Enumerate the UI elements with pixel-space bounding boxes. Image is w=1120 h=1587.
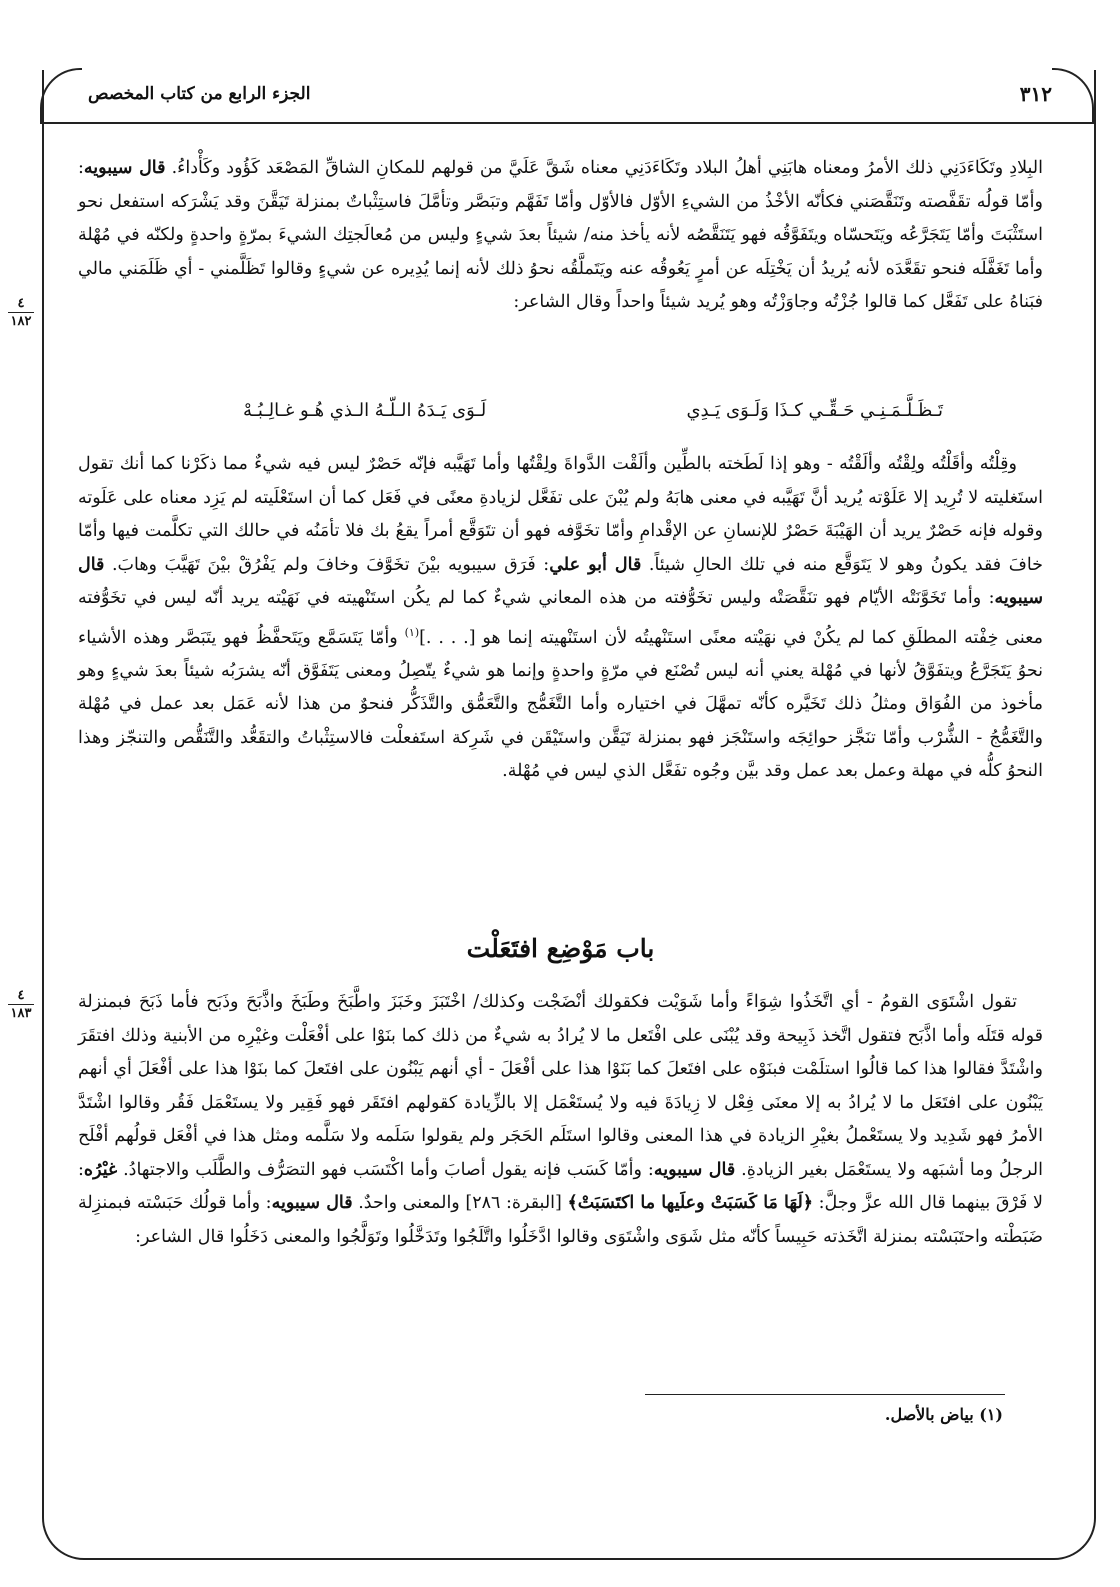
page-header [42,82,1092,124]
margin-ref-182 [6,296,36,329]
speaker-name: قال سيبويه [83,158,166,178]
paragraph-2-text [78,448,1043,789]
text-run: : وأمّا كَسَب فإنه يقول أصابَ وأما اكْتَسَب فهو التصَرُّف والطَّلَب والاجتهادُ. [117,1159,654,1180]
margin-ref-page: ١٨٣ [10,1006,32,1021]
speaker-name: قال سيبويه [271,1193,353,1213]
margin-ref-rule [8,312,34,313]
text-run: وقِلْتُه وأقَلْتُه ولِقْتُه وألَقْتُه - وهو إذا لَطَخته بالطِّين وألَقْت الدَّواةَ ولِقْتُها وأما تَهَيَّبه فإنّه حَصْرٌ ليس فيه شيءٌ مما ذكَرْنا كما أنك تقول استَغليته لا تُرِيد إلا عَلَوْته يُريد أنَّ تَهَيَّبه في معنى هابَهُ ولم يُبْنَ على تفَعَّل لزيادةِ معنًى في فَعَل كما أن استَعْلَيته لم يَزِد معناه على عَلَوته وقوله فإنه حَصْرٌ يريد أن الهَيْبَةَ حَصْرٌ للإنسانِ عن الإقْدامِ وأمّا تخَوَّفه فهو أن تتَوَقَّع أمراً يقعُ بك فلا تأمَنُه في حالك التي تكلَّمت فيها وأمّا خافَ فقد يكونُ وهو لا يَتَوَقَّع منه في تلك الحالِ شيئاً. [78,454,1043,575]
text-run: : فَرَق سيبويه بيْنَ تخَوَّفَ وخافَ ولم يَفْرُقْ بيْنَ تَهَيَّبَ وهابَ. [104,554,550,575]
poetry-verse [78,394,1043,430]
paragraph-1 [78,152,1043,320]
page-number: ٣١٢ [1019,82,1052,106]
quran-quote: ﴿لَهَا مَا كَسَبَتْ وعلَيها ما اكتَسَبَتْ﴾ [567,1193,814,1213]
text-run: : لا فَرْقَ بينهما قال الله عزَّ وجلَّ: [78,1159,1043,1213]
verse-second-hemistich: لَـوَى يَـدَهُ الـلّـهُ الـذي هُـو غـالِـبُـهْ [243,400,487,421]
paragraph-1-text [78,152,1043,320]
speaker-name: قال أبو علي [549,554,642,575]
text-run: : وأما قولُك حَبَسْته فبمنزِلة ضَبَطْته واحتَبَسْته بمنزلة اتَّخَذته حَبِيساً كأنّه مثل شَوَى واشْتَوَى وقالوا ادَّخَلُوا واتَّلَجُوا وتَدَخَّلُوا وتَوَلَّجُوا والمعنى دَخَلُوا قال الشاعر: [78,1193,1043,1247]
verse-first-hemistich: تَـظَـلَّـمَـنِـي حَـقِّـي كـذَا وَلَـوَى يَـدِي [686,400,943,421]
speaker-name: قال سيبويه [78,554,1043,608]
paragraph-2 [78,448,1043,789]
margin-ref-183 [6,988,36,1021]
margin-ref-volume: ٤ [17,296,25,311]
footnote [78,1405,1003,1424]
text-run: [البقرة: ٢٨٦] والمعنى واحدٌ. [352,1193,568,1213]
margin-ref-volume: ٤ [17,988,25,1003]
text-run: وأمّا يَتَسَمَّع ويَتَحفَّظُ فهو يتَبَصَّر وهذه الأشياء نحوُ يَتَجَرَّعُ ويتفَوَّقُ لأنها في مُهْلة يعني أنه ليس تُصْنَع في مرّةٍ واحدةٍ وإنما هو شيءٌ يتّصِلُ ومعنى يَتَفَوَّق أنّه يشرَبُه شيئاً بعدَ شيءٍ وهو مأخوذ من الفُوَاق ومثلُ ذلك تَخَيَّره كأنّه تمهَّلَ في اختياره وأما التَّغَمُّج والتَّعَمُّق والتَّذَكُّر فنحوٌ من هذا لأنه عَمَل بعد عمل في مُهْلة والتَّغَمُّجُ - الشُّرْب وأمّا تنَجَّز حوائِجَه واستَنْجَز فهو بمنزلة تَيَقَّن واستَيْقَن في شَرِكة استَفعلْت فالاستِثْباتُ والتقَعُّد والتَّنَقُّص والتنجّز وهذا النحوُ كلُّه في مهلة وعمل بعد عمل وقد بيَّن وجُوه تفَعَّل الذي ليس في مُهْلة. [78,627,1043,782]
footnote-divider [645,1394,1005,1395]
paragraph-3 [78,986,1043,1254]
paragraph-3-text [78,986,1043,1254]
footnote-number: (١) [979,1405,1003,1424]
running-title: الجزء الرابع من كتاب المخصص [88,84,311,104]
footnote-marker: (١) [404,625,420,639]
speaker-name: غيْرُه [83,1159,118,1180]
speaker-name: قال سيبويه [653,1159,736,1180]
margin-ref-rule [8,1004,34,1005]
text-run: : وأما تَخَوَّنَتْه الأيّام فهو تنَقَّصَتْه وليس تخَوُّفته من هذه المعاني شيءٌ كما لم يكُن استَنْهيته في نَهَيْته يريد أنّه ليس في تخَوُّفته معنى خِفْته المطلَقِ كما لم يكُنْ في نهَيْته معنًى استَنْهيتُه لأن استَنْهيته إنما هو [. . . .] [78,588,1043,648]
section-heading: باب مَوْضِع افتَعَلْت [466,934,655,963]
footnote-text: بياض بالأصل. [884,1405,974,1424]
margin-ref-page: ١٨٢ [10,314,32,329]
text-run: البِلادِ وتَكَاءَدَنِي ذلك الأمرُ ومعناه هابَنِي أهلُ البلاد وتَكَاءَدَنِي معناه شَقَّ عَلَيَّ من قولهم للمكانِ الشاقِّ المَصْعَد كَؤُود وكَأْداءُ. [165,158,1043,178]
text-run: : وأمّا قولُه تقَفَّصته وتَنَقَّصَني فكأنّه الأخْذُ من الشيءِ الأوّل فالأوّل وأمّا تَفَهَّم وتبَصَّر وتأمَّلَ فاستِثْباتٌ بمنزلة تَيَقَّنَ وقد يَشْرَكه استفعل نحو استَثْبَتَ وأمّا يَتَجَرَّعُه ويَتَحسّاه ويتَفَوَّقُه فهو يَتَنَقَّصُه لأنه يأخذ منه/ شيئاً بعدَ شيءٍ وليس من مُعالَجتِك الشيءَ بمرّةٍ واحدةٍ ولكنّه في مُهْلة وأما تَغَفَّلَه فنحو تقَعَّدَه لأنه يُريدُ أن يَخْتِلَه عن أمرٍ يَعُوقُه عنه ويَتَملَّقُه نحوُ ذلك لأنه إنما يُدِيره عن شيءٍ وقالوا تَظَلَّمني - أي ظَلَمَني مالي فبَناهُ على تَفَعَّل كما قالوا جُزْتُه وجاوَزْتُه وهو يُريد شيئاً واحداً وقال الشاعر: [78,158,1043,312]
text-run: تقول اشْتَوَى القومُ - أي اتَّخَذُوا شِوَاءً وأما شَوَيْت فكقولك أنْضَجْت وكذلك/ اخْتَبَزَ وخَبَزَ واطَّبَخَ وطَبَخَ واذَّبَحَ وذَبَح فأما ذَبَحَ فبمنزلة قوله قتَلَه وأما اذَّبَح فتقول اتَّخذ ذَبِيحة وقد يُبْنَى على افْتَعل ما لا يُرادُ به شيءٌ من ذلك كما بنَوْا على أفْعَلْت وغيْرِه من الأبنية وذلك افتقَرَ واشْتَدَّ فقالوا هذا كما قالُوا استلَمْت فبنَوْه على افتَعلَ كما بَنَوْا هذا على أفْعَلَ - أي أنهم يَبْنُون على افتَعلَ كما بنَوْا هذا على أفْعَلَ أي أنهم يَبْنُون على افتَعَل ما لا يُرادُ به إلا معنَى فِعْل لا زِيادَةَ فيه ولا يُستَعْمَل إلا بالزِّيادة كقولهم افتَقَر فهو فَقِير ولا يستَعْمَل فَقُر وقالوا اشْتَدَّ الأمرُ فهو شَدِيد ولا يستَعْملُ بغيْرِ الزيادة في هذا المعنى وقالوا استَلَم الحَجَر ولم يقولوا سَلَمه ولا سَلَّمه ومثل هذا في أفْعَل قولُهم أفْلَح الرجلُ وما أشبَهه ولا يستَعْمَل بغير الزيادةِ. [78,992,1043,1180]
